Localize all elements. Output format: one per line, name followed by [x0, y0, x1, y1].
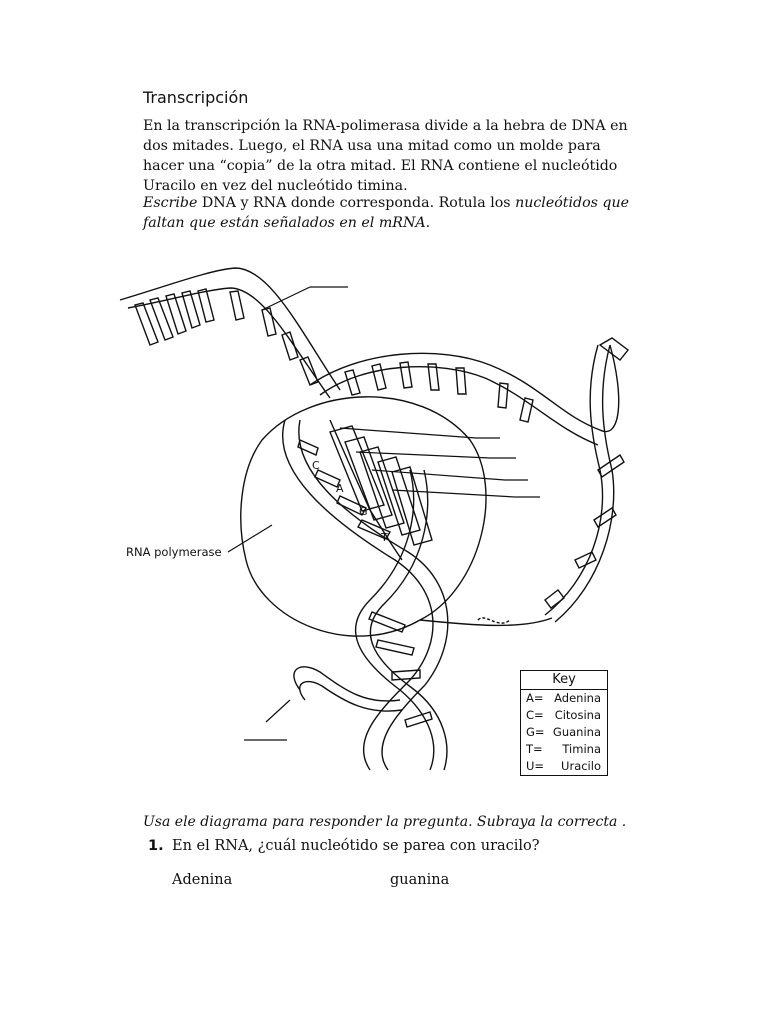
key-name: Guanina: [552, 725, 601, 739]
key-name: Uracilo: [561, 759, 601, 773]
dna-strand-loop-inner: [320, 367, 598, 445]
key-row: [521, 690, 607, 707]
answer-option-adenina[interactable]: Adenina: [172, 872, 233, 888]
key-name: Adenina: [554, 691, 601, 705]
dna-strand-helix-b: [299, 420, 448, 770]
task-verb: Escribe: [143, 195, 198, 211]
key-row: [521, 741, 607, 758]
leader-line: [372, 470, 505, 480]
key-name: Citosina: [554, 708, 601, 722]
transcription-diagram: [0, 240, 768, 810]
key-row: [521, 724, 607, 741]
answer-option-guanina[interactable]: guanina: [390, 872, 450, 888]
upper-rungs: [135, 289, 318, 385]
task-instructions: [143, 193, 633, 233]
question-1: [148, 838, 540, 854]
task-emphasis: nucleótidos que faltan que están señalados en el mRNA: [143, 195, 630, 231]
base-label-a: A: [336, 482, 344, 495]
key-abbr: U=: [526, 759, 545, 773]
dna-strand-loop-bottom: [420, 618, 552, 625]
base-label-c: C: [312, 459, 320, 472]
dna-strand-loop-outer: [310, 345, 619, 432]
question-instructions: Usa ele diagrama para responder la pregunta. Subraya la correcta .: [143, 814, 627, 830]
rna-polymerase-label: RNA polymerase: [126, 545, 222, 559]
base-label-g: G: [359, 505, 368, 518]
key-abbr: G=: [526, 725, 545, 739]
key-abbr: T=: [526, 742, 543, 756]
key-abbr: A=: [526, 691, 544, 705]
leader-line: [266, 700, 290, 722]
leader-line: [356, 452, 490, 458]
dna-strand-right-inner: [555, 345, 614, 622]
dna-strand-lower-loop: [294, 667, 400, 701]
base-label-t: T: [381, 531, 388, 544]
key-row: [521, 707, 607, 724]
right-vertical-rungs: [545, 455, 624, 608]
leader-line: [340, 428, 476, 438]
question-text: En el RNA, ¿cuál nucleótido se parea con uracilo?: [172, 838, 540, 854]
intro-text: En la transcripción la RNA-polimerasa divide a la hebra de DNA en dos mitades. Luego, el RNA usa una mitad como un molde para hacer una “copia” de la otra mitad. El RNA contiene el nucleótido Uracilo en vez del nucleótido timina.: [143, 118, 628, 194]
task-period: .: [425, 215, 431, 231]
leader-line: [392, 490, 515, 497]
key-row: [521, 758, 607, 775]
page-title: Transcripción: [143, 88, 249, 107]
key-name: Timina: [562, 742, 601, 756]
dna-strand-upper-inner: [128, 288, 330, 398]
key-table: [520, 670, 608, 776]
key-title: Key: [521, 671, 607, 690]
key-abbr: C=: [526, 708, 544, 722]
question-number: 1.: [148, 838, 164, 854]
intro-paragraph: [143, 116, 633, 196]
leader-line: [228, 525, 272, 552]
task-text: DNA y RNA donde corresponda. Rotula los: [197, 195, 516, 211]
